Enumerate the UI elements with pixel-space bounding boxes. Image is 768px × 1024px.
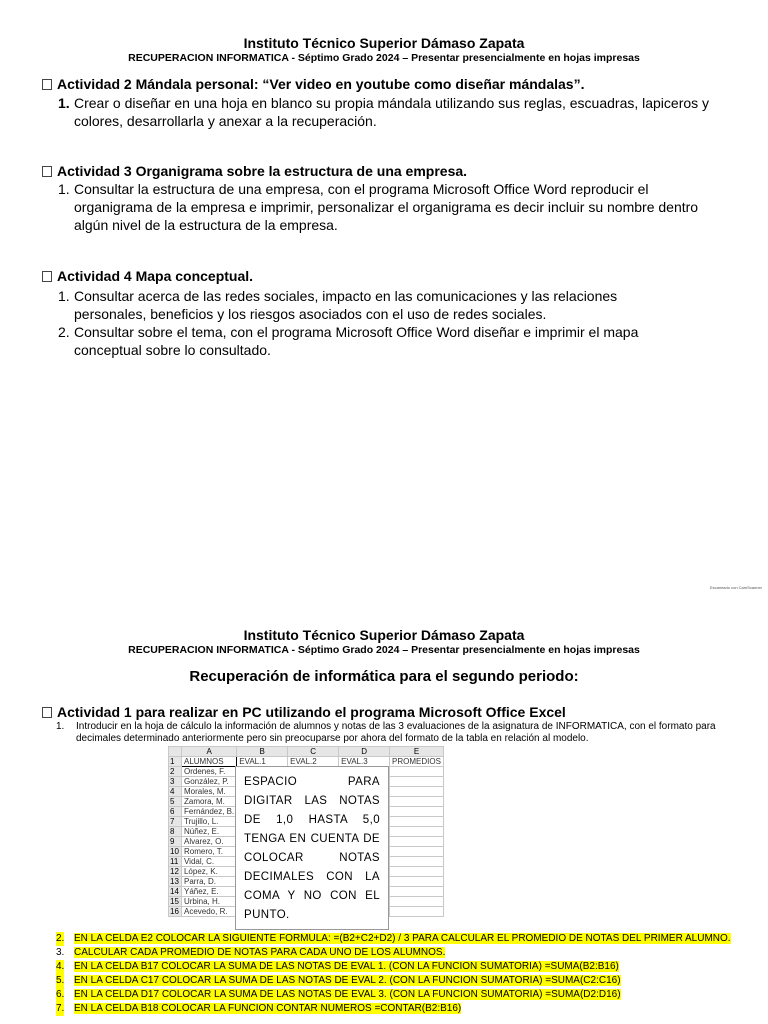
page-subtitle: RECUPERACION INFORMATICA - Séptimo Grado 2024 – Presentar presencialmente en hojas impresas — [128, 644, 640, 656]
list-item: 1. Introducir en la hoja de cálculo la información de alumnos y notas de las 3 evaluaciones de la asignatura de INFORMATICA, con el formato para decimales determinado anteriormente pero sin preocuparse por ahora del formato de la tabla en relación al modelo. — [56, 721, 716, 744]
table-row: 2 Ordenes, F. — [169, 767, 444, 777]
table-cell — [390, 897, 444, 907]
table-row: 6 Fernández, B. — [169, 807, 444, 817]
table-row: 14 Yáñez, E. — [169, 887, 444, 897]
checkbox-icon — [42, 79, 52, 90]
table-cell: ALUMNOS — [181, 757, 236, 767]
table-cell — [390, 787, 444, 797]
student-name-cell: González, P. — [181, 777, 236, 787]
activity-2-heading: Actividad 2 Mándala personal: “Ver video en youtube como diseñar mándalas”. — [42, 76, 584, 92]
student-name-cell: Yáñez, E. — [181, 887, 236, 897]
table-cell — [390, 777, 444, 787]
table-cell — [390, 817, 444, 827]
student-name-cell: Romero, T. — [181, 847, 236, 857]
table-row: 16 Acevedo, R. — [169, 907, 444, 917]
column-letter: B — [237, 747, 288, 757]
checkbox-icon — [42, 707, 52, 718]
student-name-cell: Acevedo, R. — [181, 907, 236, 917]
table-cell — [390, 767, 444, 777]
task-list — [56, 932, 768, 1016]
list-item: 1. Consultar la estructura de una empresa, con el programa Microsoft Office Word reproducir el organigrama de la empresa e imprimir, personalizar el organigrama es decir incluir su nombre dentro algún nivel de la estructura de la empresa. — [58, 181, 699, 233]
activity-1-intro — [56, 721, 756, 745]
table-cell — [390, 887, 444, 897]
activity-2-list — [50, 94, 710, 130]
table-row: 9 Alvarez, O. — [169, 837, 444, 847]
list-item: 1. Crear o diseñar en una hoja en blanco su propia mándala utilizando sus reglas, escuadras, lapiceros y colores, desarrollarla y anexar a la recuperación. — [58, 95, 710, 129]
table-row: 8 Núñez, E. — [169, 827, 444, 837]
table-row: 5 Zamora, M. — [169, 797, 444, 807]
table-cell — [390, 877, 444, 887]
checkbox-icon — [42, 166, 52, 177]
table-cell: EVAL.1 — [237, 757, 288, 767]
table-row: 12 López, K. — [169, 867, 444, 877]
activity-3-heading: Actividad 3 Organigrama sobre la estructura de una empresa. — [42, 163, 467, 179]
checkbox-icon — [42, 271, 52, 282]
table-cell — [390, 807, 444, 817]
student-name-cell: Trujillo, L. — [181, 817, 236, 827]
table-cell — [390, 907, 444, 917]
document-page-2 — [0, 600, 768, 1024]
table-cell — [390, 867, 444, 877]
table-row: 1 ALUMNOS EVAL.1 EVAL.2 EVAL.3 PROMEDIOS — [169, 757, 444, 767]
table-cell — [390, 857, 444, 867]
list-item: 2. EN LA CELDA E2 COLOCAR LA SIGUIENTE FORMULA: =(B2+C2+D2) / 3 PARA CALCULAR EL PROMEDIO DE NOTAS DEL PRIMER ALUMNO. — [56, 933, 731, 944]
student-name-cell: Alvarez, O. — [181, 837, 236, 847]
table-cell — [390, 847, 444, 857]
table-row: 15 Urbina, H. — [169, 897, 444, 907]
notes-instruction-box: ESPACIO PARA DIGITAR LAS NOTAS DE 1,0 HASTA 5,0 TENGA EN CUENTA DE COLOCAR NOTAS DECIMALES CON LA COMA Y NO CON EL PUNTO. — [235, 766, 389, 930]
student-name-cell: Zamora, M. — [181, 797, 236, 807]
table-row: 13 Parra, D. — [169, 877, 444, 887]
activity-4-list — [50, 287, 690, 359]
activity-1-heading: Actividad 1 para realizar en PC utilizando el programa Microsoft Office Excel — [42, 704, 566, 720]
table-cell: PROMEDIOS — [390, 757, 444, 767]
table-cell — [390, 837, 444, 847]
table-cell: EVAL.2 — [288, 757, 339, 767]
student-name-cell: Urbina, H. — [181, 897, 236, 907]
list-item: 1. Consultar acerca de las redes sociales, impacto en las comunicaciones y las relaciones personales, beneficios y los riesgos asociados con el uso de redes sociales. — [58, 288, 618, 322]
table-row: 4 Morales, M. — [169, 787, 444, 797]
list-item: 6. EN LA CELDA D17 COLOCAR LA SUMA DE LAS NOTAS DE EVAL 3. (CON LA FUNCION SUMATORIA) =SUMA(D2:D16) — [56, 989, 621, 1000]
column-letter: C — [288, 747, 339, 757]
table-row: 10 Romero, T. — [169, 847, 444, 857]
table-row: 3 González, P. — [169, 777, 444, 787]
list-item: 4. EN LA CELDA B17 COLOCAR LA SUMA DE LAS NOTAS DE EVAL 1. (CON LA FUNCION SUMATORIA) =SUMA(B2:B16) — [56, 961, 619, 972]
page-title: Instituto Técnico Superior Dámaso Zapata — [243, 627, 525, 643]
list-item: 5. EN LA CELDA C17 COLOCAR LA SUMA DE LAS NOTAS DE EVAL 2. (CON LA FUNCION SUMATORIA) =SUMA(C2:C16) — [56, 975, 621, 986]
section-heading: Recuperación de informática para el segundo periodo: — [189, 668, 579, 685]
page-subtitle: RECUPERACION INFORMATICA - Séptimo Grado 2024 – Presentar presencialmente en hojas impresas — [128, 52, 640, 64]
student-name-cell: Vidal, C. — [181, 857, 236, 867]
table-row: 11 Vidal, C. — [169, 857, 444, 867]
table-cell — [390, 797, 444, 807]
table-cell: EVAL.3 — [339, 757, 390, 767]
column-letter: A — [181, 747, 236, 757]
list-item: 3. CALCULAR CADA PROMEDIO DE NOTAS PARA CADA UNO DE LOS ALUMNOS. — [56, 947, 446, 958]
list-item: 7. EN LA CELDA B18 COLOCAR LA FUNCION CONTAR NUMEROS =CONTAR(B2:B16) — [56, 1003, 462, 1014]
table-cell — [390, 827, 444, 837]
activity-4-heading: Actividad 4 Mapa conceptual. — [42, 268, 253, 284]
student-name-cell: Fernández, B. — [181, 807, 236, 817]
column-letter: E — [390, 747, 444, 757]
student-name-cell: Núñez, E. — [181, 827, 236, 837]
student-name-cell: López, K. — [181, 867, 236, 877]
student-name-cell: Parra, D. — [181, 877, 236, 887]
list-item: 2. Consultar sobre el tema, con el programa Microsoft Office Word diseñar e imprimir el mapa conceptual sobre lo consultado. — [58, 324, 639, 358]
column-header-row — [169, 747, 444, 757]
student-name-cell: Ordenes, F. — [181, 767, 236, 777]
table-row: 7 Trujillo, L. — [169, 817, 444, 827]
student-name-cell: Morales, M. — [181, 787, 236, 797]
activity-3-list — [50, 180, 720, 234]
column-letter: D — [339, 747, 390, 757]
scanner-watermark: Escaneado con CamScanner — [709, 585, 762, 590]
page-title: Instituto Técnico Superior Dámaso Zapata — [243, 35, 525, 51]
